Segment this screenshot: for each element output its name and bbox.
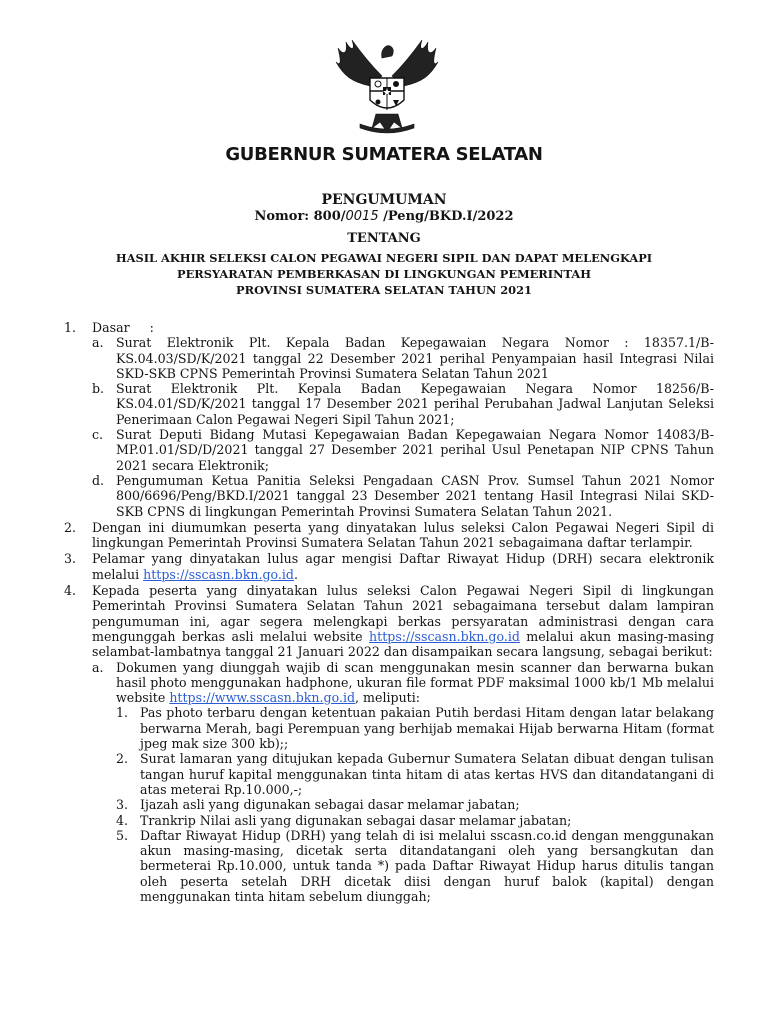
list-item [92,427,714,473]
list-item [92,335,714,381]
subject-line: PROVINSI SUMATERA SELATAN TAHUN 2021 [236,283,532,297]
item-text-part: , meliputi: [355,690,421,706]
announcement-heading: PENGUMUMAN [321,192,447,208]
point-number: 4. [116,812,129,828]
list-item [92,660,714,905]
item-number: 1. [64,320,77,335]
sub-number: d. [92,472,105,488]
item-number: 4. [64,583,77,599]
point-number: 5. [116,827,129,843]
list-item [116,751,714,797]
list-item [92,381,714,427]
dasar-b-text: Surat Elektronik Plt. Kepala Badan Kepegawaian Negara Nomor 18256/B-KS.04.01/SD/K/2021 tanggal 17 Desember 2021 perihal Perubahan Jadwal Lanjutan Seleksi Penerimaan Calon Pegawai Negeri Sipil Tahun 2021; [116,381,714,427]
governor-title: GUBERNUR SUMATERA SELATAN [225,144,543,165]
point-number: 2. [116,751,129,767]
point-number: 1. [116,705,129,721]
sscasn-link[interactable]: https://sscasn.bkn.go.id [369,628,520,644]
item-text-part: . [293,566,298,582]
item-text [92,583,714,659]
item-text-part: Dokumen yang diunggah wajib di scan menggunakan mesin scanner dan berwarna bukan hasil photo menggunakan hadphone, ukuran file format PDF maksimal 1000 kb/1 Mb melalui website [116,659,714,706]
dasar-d-text: Pengumuman Ketua Panitia Seleksi Pengadaan CASN Prov. Sumsel Tahun 2021 Nomor 800/6696/Peng/BKD.I/2021 tanggal 23 Desember 2021 tentang Hasil Integrasi Nilai SKD-SKB CPNS di lingkungan Pemerintah Provinsi Sumatera Selatan Tahun 2021. [116,472,714,519]
announcement-number [0,209,768,224]
item-text-part: Kepada peserta yang dinyatakan lulus seleksi Calon Pegawai Negeri Sipil di lingkungan Pemerintah Provinsi Sumatera Selatan Tahun 2021 sebagaimana tersebut dalam lampiran pengumuman ini, agar segera melengkapi berkas persyaratan administrasi dengan cara mengunggah berkas asli melalui website [92,583,714,644]
point-text: Ijazah asli yang digunakan sebagai dasar melamar jabatan; [140,797,520,813]
sub-number: a. [92,335,104,351]
point-text: Surat lamaran yang ditujukan kepada Gubernur Sumatera Selatan dibuat dengan tulisan tangan huruf kapital menggunakan tinta hitam di atas kertas HVS dan ditandatangani di atas meterai Rp.10.000,-; [140,751,714,797]
list-item [64,520,714,551]
item-number: 3. [64,551,77,567]
point-text: Pas photo terbaru dengan ketentuan pakaian Putih berdasi Hitam dengan latar belakang berwarna Merah, bagi Perempuan yang berhijab memakai Hijab berwarna Hitam (format jpeg mak size 300 kb);; [140,705,714,752]
list-item [92,473,714,519]
sub-number: a. [92,659,104,675]
list-item [116,828,714,904]
list-item [64,320,714,519]
item-text-part: Pelamar yang dinyatakan lulus agar mengisi Daftar Riwayat Hidup (DRH) secara elektronik melalui [92,551,714,582]
sub-a-text [116,660,714,706]
nomor-handwritten: 0015 [345,209,379,224]
list-item [116,797,714,812]
item-text-part: melalui akun masing-masing selambat-lambatnya tanggal 21 Januari 2022 dan disampaikan secara langsung, sebagai berikut: [92,628,715,660]
announcement-subject [0,250,768,298]
item-text: Dengan ini diumumkan peserta yang dinyatakan lulus seleksi Calon Pegawai Negeri Sipil di lingkungan Pemerintah Provinsi Sumatera Selatan Tahun 2021 sebagaimana daftar terlampir. [92,519,714,551]
list-item [116,705,714,751]
item-text [92,551,714,582]
point-text: Trankrip Nilai asli yang digunakan sebagai dasar melamar jabatan; [140,812,572,828]
list-item [116,813,714,828]
list-item [64,583,714,904]
sub-number: b. [92,381,105,397]
nomor-prefix: Nomor: 800/ [254,209,346,224]
tentang-heading: TENTANG [347,231,421,246]
subject-line: PERSYARATAN PEMBERKASAN DI LINGKUNGAN PEMERINTAH [177,267,591,281]
point-number: 3. [116,797,129,813]
sscasn-link[interactable]: https://sscasn.bkn.go.id [143,566,294,582]
sscasn-www-link[interactable]: https://www.sscasn.bkn.go.id [169,690,356,706]
announcement-body [64,320,714,904]
dasar-label: Dasar : [92,320,154,335]
point-text: Daftar Riwayat Hidup (DRH) yang telah di isi melalui sscasn.co.id dengan menggunakan akun masing-masing, dicetak serta ditandatangani oleh yang bersangkutan dan bermeterai Rp.10.000, untuk tanda *) pada Daftar Riwayat Hidup harus ditulis tangan oleh peserta setelah DRH dicetak diisi dengan huruf balok (kapital) dengan menggunakan tinta hitam sebelum diunggah; [140,827,714,904]
garuda-pancasila-emblem-icon [332,36,442,136]
sub-number: c. [92,427,104,443]
item-number: 2. [64,519,77,535]
dasar-c-text: Surat Deputi Bidang Mutasi Kepegawaian Badan Kepegawaian Negara Nomor 14083/B-MP.01.01/SD/D/2021 tanggal 27 Desember 2021 perihal Usul Penetapan NIP CPNS Tahun 2021 secara Elektronik; [116,427,714,473]
list-item [64,551,714,582]
subject-line: HASIL AKHIR SELEKSI CALON PEGAWAI NEGERI SIPIL DAN DAPAT MELENGKAPI [115,251,653,265]
dasar-a-text: Surat Elektronik Plt. Kepala Badan Kepegawaian Negara Nomor : 18357.1/B-KS.04.03/SD/K/2021 tanggal 22 Desember 2021 perihal Penyampaian hasil Integrasi Nilai SKD-SKB CPNS Pemerintah Provinsi Sumatera Selatan Tahun 2021 [116,335,714,381]
nomor-suffix: /Peng/BKD.I/2022 [378,209,514,224]
